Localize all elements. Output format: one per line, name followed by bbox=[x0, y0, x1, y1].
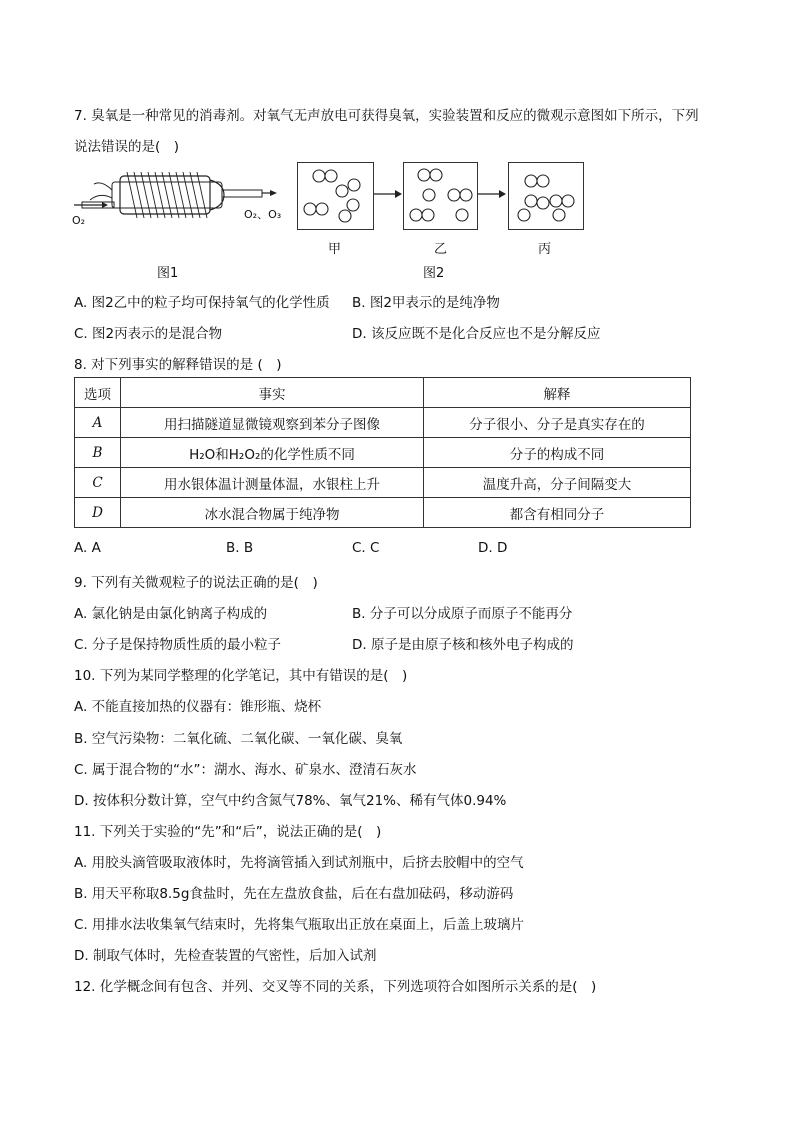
o2-o3-outlet-label: O₂、O₃ bbox=[244, 208, 282, 221]
q7-option-a: A. 图2乙中的粒子均可保持氧气的化学性质 bbox=[74, 295, 330, 311]
q10-option-c: C. 属于混合物的“水”：湖水、海水、矿泉水、澄清石灰水 bbox=[74, 762, 417, 778]
table-cell-option: A bbox=[75, 408, 121, 438]
box-label-yi: 乙 bbox=[434, 242, 448, 257]
q11-option-d: D. 制取气体时，先检查装置的气密性，后加入试剂 bbox=[74, 948, 377, 964]
molecule-box-yi bbox=[403, 162, 478, 230]
table-cell-fact: H₂O和H₂O₂的化学性质不同 bbox=[121, 438, 424, 468]
molecule-box-bing bbox=[508, 162, 584, 230]
arrow-yi-to-bing bbox=[478, 189, 506, 199]
table-cell-explanation: 都含有相同分子 bbox=[424, 498, 691, 528]
figure2-caption: 图2 bbox=[423, 266, 445, 281]
molecule-box-jia bbox=[297, 162, 374, 230]
q7-option-b: B. 图2甲表示的是纯净物 bbox=[352, 295, 500, 311]
q7-stem-line1: 7. 臭氧是一种常见的消毒剂。对氧气无声放电可获得臭氧，实验装置和反应的微观示意图如下所示，下列 bbox=[74, 108, 699, 124]
table-cell-option: C bbox=[75, 468, 121, 498]
q8-facts-table bbox=[74, 377, 691, 528]
table-cell-fact: 用扫描隧道显微镜观察到苯分子图像 bbox=[121, 408, 424, 438]
q10-option-d: D. 按体积分数计算，空气中约含氮气78%、氧气21%、稀有气体0.94% bbox=[74, 793, 507, 809]
q8-choice-b: B. B bbox=[226, 540, 254, 556]
q8-choice-a: A. A bbox=[74, 540, 101, 556]
table-cell-explanation: 分子很小、分子是真实存在的 bbox=[424, 408, 691, 438]
q9-option-a: A. 氯化钠是由氯化钠离子构成的 bbox=[74, 606, 268, 622]
q9-stem: 9. 下列有关微观粒子的说法正确的是( ) bbox=[74, 575, 318, 591]
o2-inlet-label: O₂ bbox=[72, 214, 86, 227]
q9-option-d: D. 原子是由原子核和核外电子构成的 bbox=[352, 637, 574, 653]
table-cell-option: D bbox=[75, 498, 121, 528]
box-label-bing: 丙 bbox=[538, 242, 552, 257]
q12-stem: 12. 化学概念间有包含、并列、交叉等不同的关系，下列选项符合如图所示关系的是( ) bbox=[74, 979, 597, 995]
q10-option-b: B. 空气污染物：二氧化硫、二氧化碳、一氧化碳、臭氧 bbox=[74, 731, 403, 747]
table-header-option: 选项 bbox=[75, 378, 121, 408]
arrow-jia-to-yi bbox=[374, 189, 402, 199]
table-row bbox=[75, 408, 691, 438]
figure1-caption: 图1 bbox=[157, 266, 179, 281]
q7-stem-line2: 说法错误的是( ) bbox=[74, 139, 180, 155]
q8-choice-d: D. D bbox=[478, 540, 508, 556]
table-header-explanation: 解释 bbox=[424, 378, 691, 408]
box-label-jia: 甲 bbox=[328, 242, 342, 257]
q7-option-d: D. 该反应既不是化合反应也不是分解反应 bbox=[352, 326, 601, 342]
q11-option-c: C. 用排水法收集氧气结束时，先将集气瓶取出正放在桌面上，后盖上玻璃片 bbox=[74, 917, 525, 933]
q7-option-c: C. 图2丙表示的是混合物 bbox=[74, 326, 223, 342]
table-row bbox=[75, 498, 691, 528]
q10-stem: 10. 下列为某同学整理的化学笔记，其中有错误的是( ) bbox=[74, 668, 408, 684]
table-cell-explanation: 分子的构成不同 bbox=[424, 438, 691, 468]
q10-option-a: A. 不能直接加热的仪器有：锥形瓶、烧杯 bbox=[74, 699, 322, 715]
q11-option-a: A. 用胶头滴管吸取液体时，先将滴管插入到试剂瓶中，后挤去胶帽中的空气 bbox=[74, 855, 524, 871]
table-header-row bbox=[75, 378, 691, 408]
table-cell-explanation: 温度升高，分子间隔变大 bbox=[424, 468, 691, 498]
q8-stem: 8. 对下列事实的解释错误的是 ( ) bbox=[74, 357, 282, 373]
table-row bbox=[75, 468, 691, 498]
table-cell-fact: 用水银体温计测量体温，水银柱上升 bbox=[121, 468, 424, 498]
q8-choice-c: C. C bbox=[352, 540, 380, 556]
q11-option-b: B. 用天平称取8.5g食盐时，先在左盘放食盐，后在右盘加砝码，移动游码 bbox=[74, 886, 514, 902]
table-cell-fact: 冰水混合物属于纯净物 bbox=[121, 498, 424, 528]
q9-option-c: C. 分子是保持物质性质的最小粒子 bbox=[74, 637, 282, 653]
table-cell-option: B bbox=[75, 438, 121, 468]
table-row bbox=[75, 438, 691, 468]
q11-stem: 11. 下列关于实验的“先”和“后”，说法正确的是( ) bbox=[74, 824, 382, 840]
table-header-fact: 事实 bbox=[121, 378, 424, 408]
q9-option-b: B. 分子可以分成原子而原子不能再分 bbox=[352, 606, 573, 622]
